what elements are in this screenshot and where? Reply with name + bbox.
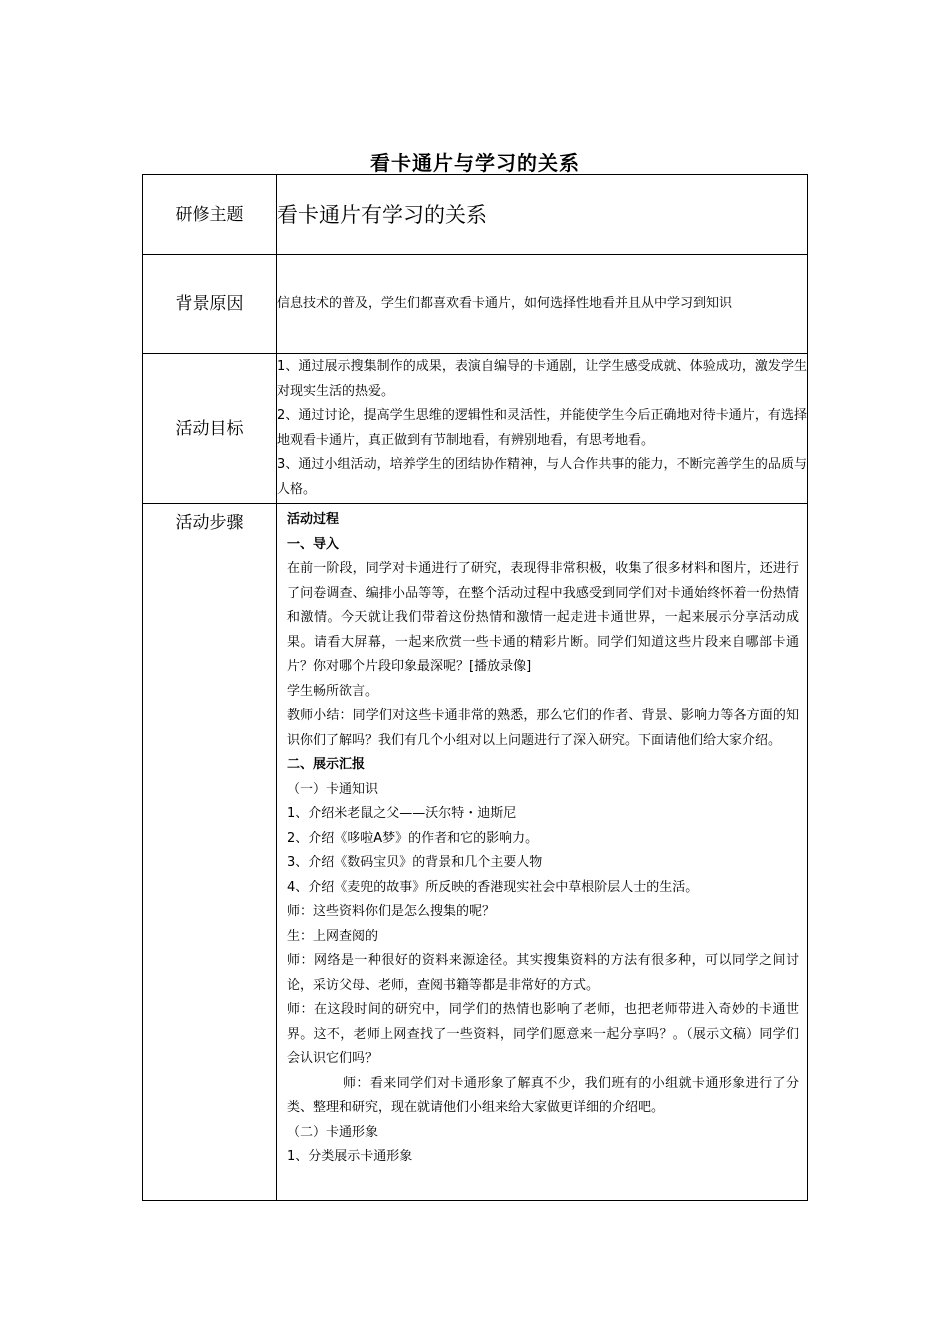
section-heading: 一、导入 <box>287 536 340 552</box>
goals-content <box>277 354 808 504</box>
goal-item: 1、通过展示搜集制作的成果，表演自编导的卡通剧，让学生感受成就、体验成功，激发学生对现实生活的热爱。 <box>277 359 807 399</box>
section-heading: 二、展示汇报 <box>287 757 366 772</box>
subsection-heading: （二）卡通形象 <box>287 1124 379 1140</box>
steps-row <box>143 504 808 1201</box>
paragraph: 在前一阶段，同学对卡通进行了研究，表现得非常积极，收集了很多材料和图片，还进行了问卷调查、编排小品等等，在整个活动过程中我感受到同学们对卡通始终怀着一份热情和激情。今天就让我们带着这份热情和激情一起走进卡通世界，一起来展示分享活动成果。请看大屏幕，一起来欣赏一些卡通的精彩片断。同学们知道这些片段来自哪部卡通片？你对哪个片段印象最深呢？[播放录像] <box>287 561 799 674</box>
theme-label: 研修主题 <box>143 175 277 255</box>
background-label: 背景原因 <box>143 255 277 354</box>
theme-content: 看卡通片有学习的关系 <box>277 175 808 255</box>
goal-item: 2、通过讨论，提高学生思维的逻辑性和灵活性，并能使学生今后正确地对待卡通片，有选择地观看卡通片，真正做到有节制地看，有辨别地看，有思考地看。 <box>277 408 807 448</box>
steps-label: 活动步骤 <box>143 504 277 1201</box>
dialogue-line: 生：上网查阅的 <box>287 928 379 944</box>
steps-content <box>277 504 808 1201</box>
dialogue-line: 师：网络是一种很好的资料来源途径。其实搜集资料的方法有很多种，可以同学之间讨论，采访父母、老师，查阅书籍等都是非常好的方式。 <box>287 953 799 993</box>
theme-row <box>143 175 808 255</box>
dialogue-line: 师：这些资料你们是怎么搜集的呢？ <box>287 904 496 919</box>
paragraph: 教师小结：同学们对这些卡通非常的熟悉，那么它们的作者、背景、影响力等各方面的知识你们了解吗？我们有几个小组对以上问题进行了深入研究。下面请他们给大家介绍。 <box>287 708 799 748</box>
goals-row <box>143 354 808 504</box>
list-item: 3、介绍《数码宝贝》的背景和几个主要人物 <box>287 855 543 870</box>
background-row <box>143 255 808 354</box>
dialogue-line: 师：在这段时间的研究中，同学们的热情也影响了老师，也把老师带进入奇妙的卡通世界。这不，老师上网查找了一些资料，同学们愿意来一起分享吗？。（展示文稿）同学们会认识它们吗？ <box>287 1002 799 1066</box>
plan-table <box>142 174 808 1201</box>
goal-item: 3、通过小组活动，培养学生的团结协作精神，与人合作共事的能力，不断完善学生的品质与人格。 <box>277 457 807 497</box>
document-title: 看卡通片与学习的关系 <box>370 151 580 175</box>
process-heading: 活动过程 <box>287 512 340 527</box>
subsection-heading: （一）卡通知识 <box>287 781 379 797</box>
list-item: 1、介绍米老鼠之父——沃尔特・迪斯尼 <box>287 806 517 821</box>
goals-label: 活动目标 <box>143 354 277 504</box>
paragraph: 学生畅所欲言。 <box>287 683 379 699</box>
list-item: 2、介绍《哆啦A梦》的作者和它的影响力。 <box>287 830 539 846</box>
background-content: 信息技术的普及，学生们都喜欢看卡通片，如何选择性地看并且从中学习到知识 <box>277 255 808 354</box>
list-item: 1、分类展示卡通形象 <box>287 1149 413 1164</box>
list-item: 4、介绍《麦兜的故事》所反映的香港现实社会中草根阶层人士的生活。 <box>287 879 699 895</box>
dialogue-line: 师：看来同学们对卡通形象了解真不少，我们班有的小组就卡通形象进行了分类、整理和研究，现在就请他们小组来给大家做更详细的介绍吧。 <box>287 1075 799 1115</box>
